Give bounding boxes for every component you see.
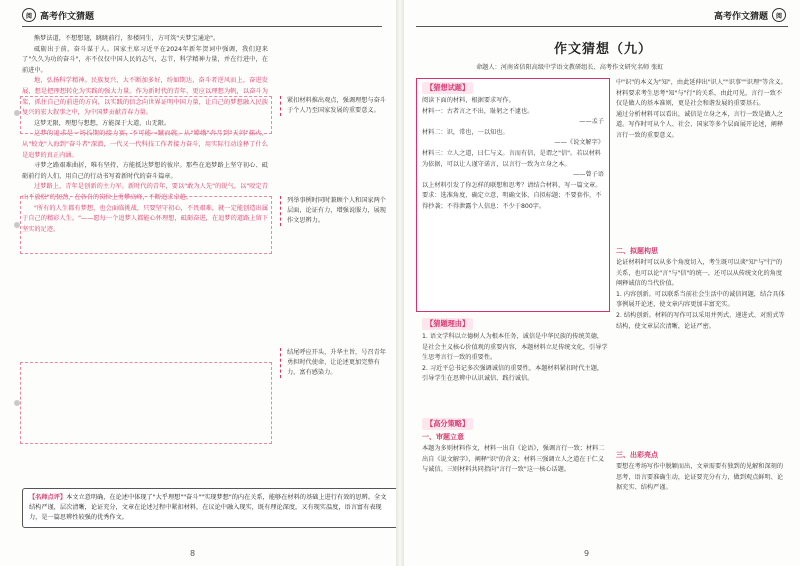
header-title: 高考作文猜题: [713, 11, 768, 22]
essay-paragraph: 过梦路上，青年是创新的主力军。新时代的青年，要以"敢为人先"的锐气，以"咬定青山不放松"的韧劲，在各自的岗位上勇攀高峰，不断追求卓越。: [22, 183, 268, 201]
highlight-box: [20, 96, 272, 134]
header-rule: [22, 26, 382, 27]
right-column: [616, 78, 788, 142]
material-source: ——孟子: [579, 118, 604, 126]
sub-heading: 三、出彩亮点: [616, 451, 658, 459]
right-page: [404, 0, 800, 566]
page-number: 8: [190, 549, 196, 558]
reason-item: 1. 语文学科以立德树人为根本任务，诚信是中华民族的传统美德，是社会主义核心价值观的重要内容，本题材料立足传统文化，引导学生思考言行一致的重要性。: [422, 333, 608, 362]
left-page: [0, 0, 396, 566]
essay-paragraph: 这梦无限，理想与想想，方能深于大道，山无限。: [34, 119, 171, 127]
author-line: 命题人：河南省信阳高级中学语文教研组长、高考作文研究名师 张虹: [476, 64, 664, 71]
margin-note: 结尾呼应开头，升华主旨，号召青年勇担时代使命，让论述更加完整有力，富有感染力。: [280, 348, 387, 378]
column-paragraph: 通过分析材料可以看出，诚信是立身之本，言行一致是做人之道。写作时可从个人、社会、国家等多个层面展开论述，阐释言行一致的重要意义。: [616, 110, 784, 139]
left-header: [22, 8, 94, 22]
section-tag: 【猜题理由】: [422, 318, 473, 330]
bullet-icon: [14, 400, 20, 406]
margin-note: 列举事例时同时兼顾个人和国家两个层面，论证有力，增强说服力，展现作文思辨力。: [280, 196, 387, 226]
header-title: 高考作文猜题: [40, 11, 95, 22]
sub2-point: 2. 结构创新。材料的写作可以采用并列式、递进式、对照式等结构，使文章层次清晰，论证严密。: [616, 311, 785, 330]
essay-paragraph: 砥砺出于前，奋斗谋于人。国家主席习近平在2024年新年贺词中强调，我们迎来了"久久为功的奋斗"，亦不仅仅中国人民的志气，志节，科学精神力量，并在行进中，在前进中。: [22, 45, 268, 74]
section-tag: 【猜想试题】: [422, 82, 473, 94]
task-requirement: 以上材料引发了你怎样的联想和思考？请结合材料，写一篇文章。要求：选准角度，确定立意，明确文体，自拟标题；不要套作，不得抄袭；不得泄露个人信息；不少于800字。: [422, 181, 602, 210]
essay-paragraph: 寻梦之路艰难曲折，唯有坚持，方能抵达梦想的彼岸。那些在追梦路上坚守初心、砥砺前行的人们，用自己的行动书写着新时代的奋斗篇章。: [22, 162, 268, 180]
strategy-text: [422, 444, 608, 476]
material-source: ——曾子语: [573, 171, 604, 179]
right-header: [714, 8, 786, 22]
material-text: 材料三：立人之道，曰仁与义。言而有信，是谓之"信"。若以材料为依据，可以让人谨守诺言，以言行一致为立身之本。: [422, 149, 601, 168]
bullet-icon: [14, 222, 20, 228]
highlight-box: [20, 362, 272, 444]
section-tag: 【高分策略】: [422, 418, 473, 430]
essay-paragraph: "所有的人生都有梦想，也会面临挑战，只要坚守初心，不畏艰难，就一定能创造出属于自己的精彩人生。"——愿每一个追梦人都能心怀理想，砥砺奋进，在追梦的道路上留下坚实的足迹。: [22, 204, 268, 233]
page-number: 9: [584, 549, 590, 558]
material-text: 材料一：古者言之不出，耻躬之不逮也。: [422, 107, 534, 115]
page-title: 作文猜想（九）: [554, 42, 653, 57]
sub3-text: 要想在考场写作中脱颖而出，文章需要有独到的见解和深刻的思考，语言要准确生动，论证要充分有力，做到观点鲜明、论据充实、结构严谨。: [616, 463, 784, 492]
essay-paragraph: 这梦的追求是一场长期的接力赛，不可能一蹴而就。从"嫦娥"奔月到"天问"探火，从"蛟龙"入海到"奋斗者"深潜，一代又一代科技工作者接力奋斗，用实际行动诠释了什么是追梦的真正内涵。: [22, 130, 268, 159]
sub2-content: [616, 258, 788, 332]
reasons: [422, 332, 608, 385]
sub-heading: 一、审题立意: [422, 433, 464, 441]
teacher-comment: [22, 488, 396, 528]
sub3-content: [616, 462, 788, 494]
reason-item: 2. 习近平总书记多次强调诚信的重要性，本题材料紧扣时代主题，引导学生在思辨中认识诚信、践行诚信。: [422, 364, 604, 383]
margin-note: 紧扣材料推出观点，强调理想与奋斗于个人乃至国家发展的重要意义。: [280, 96, 387, 116]
column-paragraph: 中"识"的本义为"知"，由此延伸出"识人""识事""识理"等含义。材料要求考生思考"知"与"行"的关系，由此可见，言行一致不仅是做人的基本准则，更是社会和谐发展的重要基石。: [616, 79, 787, 108]
bullet-icon: [14, 110, 20, 116]
comment-text: 本文立意明确，在论述中体现了"大乎理想""奋斗""实现梦想"的内在关系，能够在材料的基础上进行有效的思辨。全文结构严谨，层次清晰，论证充分，文章在论述过程中紧扣材料，在议论中融入现实，既有理论深度，又有现实温度，语言富有表现力，是一篇思辨性较强的优秀作文。: [29, 494, 387, 521]
task-intro: 阅读下面的材料，根据要求写作。: [422, 97, 515, 104]
task-content: [422, 96, 604, 213]
header-rule: [416, 26, 788, 27]
material-source: ——《说文解字》: [554, 139, 604, 147]
strategy-paragraph: 本题为多则材料作文，材料一出自《论语》，强调言行一致；材料二出自《说文解字》，阐释"识"的含义；材料三强调立人之道在于仁义与诚信。三则材料共同指向"言行一致"这一核心话题。: [422, 445, 605, 474]
comment-tag: 【名师点评】: [29, 494, 67, 501]
sub2-text: 论证材料时可以从多个角度切入，考生既可以谈"知"与"行"的关系，也可以论"言"与"信"的统一，还可以从传统文化的角度阐释诚信的当代价值。: [616, 259, 783, 288]
book-gutter: [396, 0, 404, 566]
sub-heading: 二、拟题构思: [616, 247, 658, 255]
header-logo: 阅: [772, 8, 786, 22]
material-text: 材料二：识，常也，一以知也。: [422, 128, 509, 136]
essay-paragraph: 熊梦法道，不想想翅，眺眺前行，参楼同生，方可筑"天梦宝通途"。: [34, 35, 220, 42]
sub2-point: 1. 内容创新。可以联系当前社会生活中的诚信问题，结合具体事例展开论述，使文章内容更加丰富充实。: [616, 290, 785, 309]
essay-paragraph: 地，弘扬科学精神。民族复兴，大不断加多好，纷如期达，奋斗者逆风而上，奋进发展，想是把理想转化为实践的强大力量。作为新时代的青年，更应以理想为帆，以奋斗为桨，抓住自己的前进的方向，以实践的信念向世界证明中国力量，让自己的梦想融入民族复兴的宏大叙事之中，为中国梦贡献青春力量。: [22, 77, 268, 117]
header-logo: 阅: [22, 8, 36, 22]
highlight-box: [20, 196, 272, 254]
